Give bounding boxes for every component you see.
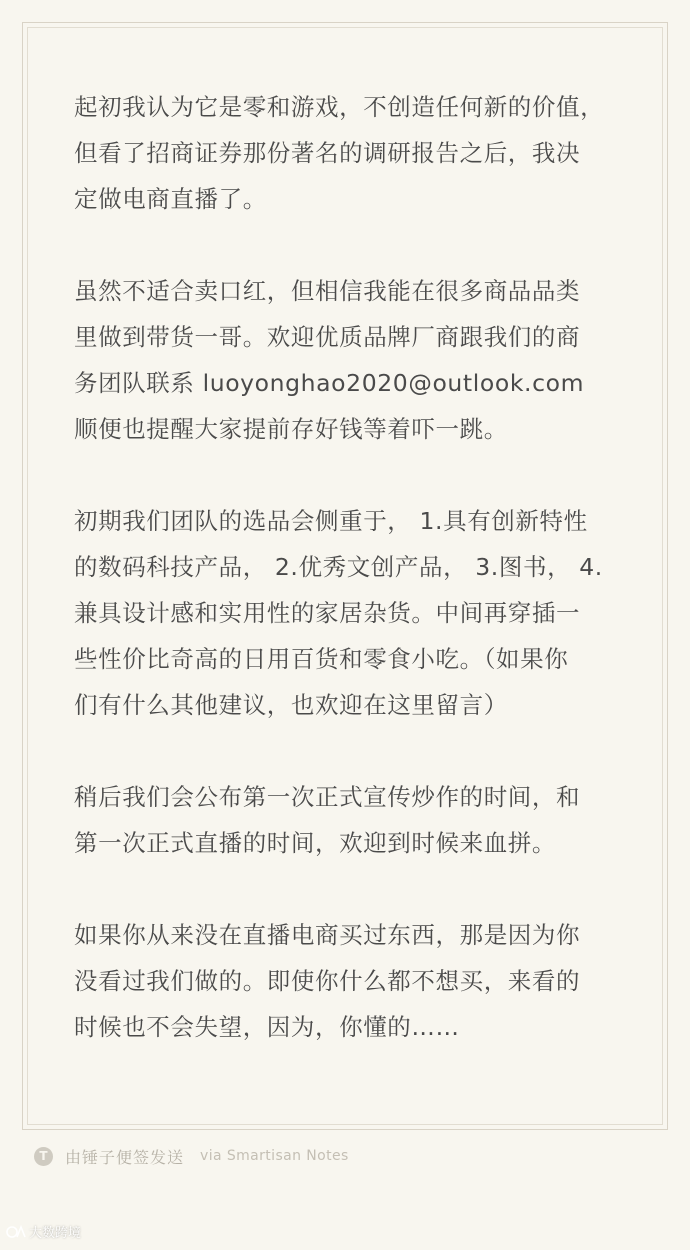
note-body bbox=[74, 84, 620, 1050]
note-paragraph-5: 如果你从来没在直播电商买过东西，那是因为你 没看过我们做的。即使你什么都不想买，来看的 时候也不会失望，因为，你懂的…… bbox=[74, 921, 581, 1041]
note-footer bbox=[34, 1144, 349, 1168]
watermark-text: 大数跨境 bbox=[29, 1226, 82, 1241]
watermark-logo-icon bbox=[6, 1224, 26, 1240]
watermark bbox=[6, 1222, 81, 1241]
via-label: via Smartisan Notes bbox=[200, 1148, 349, 1164]
note-paragraph-2: 虽然不适合卖口红，但相信我能在很多商品品类 里做到带货一哥。欢迎优质品牌厂商跟我们的商 务团队联系 luoyonghao2020@outlook.com 顺便也提醒大家提前存好钱等着吓一跳。 bbox=[74, 277, 585, 443]
note-paragraph-1: 起初我认为它是零和游戏，不创造任何新的价值， 但看了招商证券那份著名的调研报告之后，我决 定做电商直播了。 bbox=[74, 93, 605, 213]
sent-by-label: 由锤子便签发送 bbox=[65, 1147, 185, 1167]
note-paragraph-3: 初期我们团队的选品会侧重于， 1.具有创新特性 的数码科技产品， 2.优秀文创产品， 3.图书， 4. 兼具设计感和实用性的家居杂货。中间再穿插一 些性价比奇高的日用百货和零食小吃。（如果你 们有什么其他建议，也欢迎在这里留言） bbox=[74, 507, 603, 719]
smartisan-t-icon: T bbox=[34, 1147, 53, 1166]
note-paragraph-4: 稍后我们会公布第一次正式宣传炒作的时间，和 第一次正式直播的时间，欢迎到时候来血拼。 bbox=[74, 783, 581, 857]
